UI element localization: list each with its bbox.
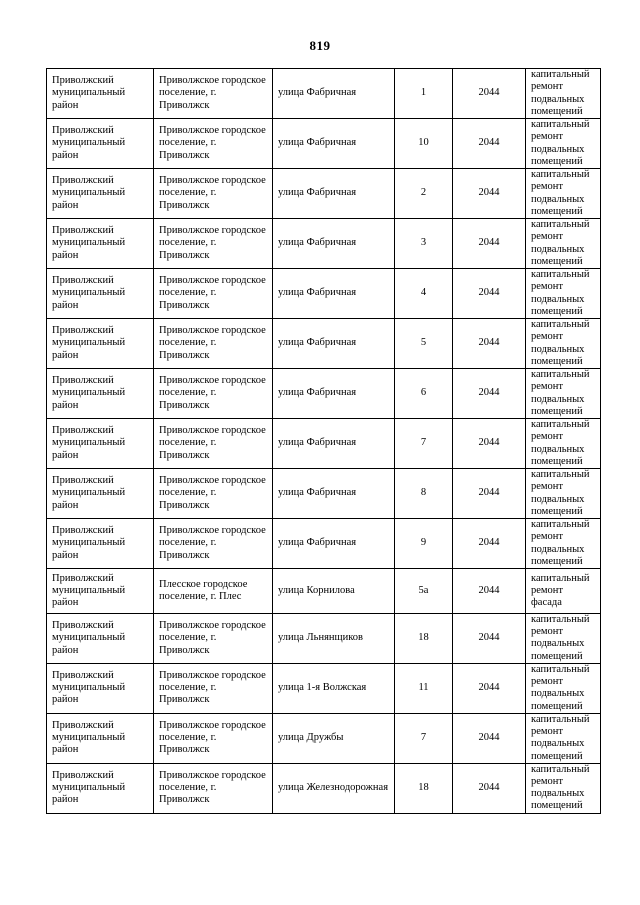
district-cell: Приволжский муниципальный район	[47, 763, 154, 813]
district-cell: Приволжский муниципальный район	[47, 469, 154, 519]
street-cell: улица Дружбы	[273, 713, 395, 763]
planned-year-cell: 2044	[453, 663, 526, 713]
planned-year-cell: 2044	[453, 614, 526, 664]
district-cell: Приволжский муниципальный район	[47, 69, 154, 119]
table-row	[47, 119, 601, 169]
street-cell: улица Льнянщиков	[273, 614, 395, 664]
settlement-cell: Приволжское городское поселение, г. Приволжск	[154, 69, 273, 119]
street-cell: улица Фабричная	[273, 269, 395, 319]
planned-year-cell: 2044	[453, 569, 526, 614]
work-type-cell: капитальный ремонт подвальных помещений	[526, 69, 601, 119]
page-number: 819	[309, 38, 331, 53]
settlement-cell: Приволжское городское поселение, г. Приволжск	[154, 169, 273, 219]
work-type-cell: капитальный ремонт подвальных помещений	[526, 469, 601, 519]
house-number-cell: 11	[395, 663, 453, 713]
table-row	[47, 569, 601, 614]
work-type-cell: капитальный ремонт подвальных помещений	[526, 269, 601, 319]
settlement-cell: Приволжское городское поселение, г. Приволжск	[154, 269, 273, 319]
district-cell: Приволжский муниципальный район	[47, 419, 154, 469]
table-row	[47, 469, 601, 519]
planned-year-cell: 2044	[453, 419, 526, 469]
street-cell: улица Фабричная	[273, 119, 395, 169]
planned-year-cell: 2044	[453, 713, 526, 763]
planned-year-cell: 2044	[453, 219, 526, 269]
settlement-cell: Приволжское городское поселение, г. Приволжск	[154, 663, 273, 713]
house-number-cell: 7	[395, 419, 453, 469]
table-row	[47, 369, 601, 419]
table-row	[47, 419, 601, 469]
settlement-cell: Приволжское городское поселение, г. Приволжск	[154, 369, 273, 419]
house-number-cell: 5а	[395, 569, 453, 614]
settlement-cell: Приволжское городское поселение, г. Приволжск	[154, 519, 273, 569]
settlement-cell: Приволжское городское поселение, г. Приволжск	[154, 219, 273, 269]
district-cell: Приволжский муниципальный район	[47, 269, 154, 319]
street-cell: улица Фабричная	[273, 219, 395, 269]
street-cell: улица Корнилова	[273, 569, 395, 614]
house-number-cell: 10	[395, 119, 453, 169]
work-type-cell: капитальный ремонт подвальных помещений	[526, 219, 601, 269]
settlement-cell: Приволжское городское поселение, г. Приволжск	[154, 713, 273, 763]
district-cell: Приволжский муниципальный район	[47, 663, 154, 713]
work-type-cell: капитальный ремонт подвальных помещений	[526, 369, 601, 419]
work-type-cell: капитальный ремонт подвальных помещений	[526, 763, 601, 813]
settlement-cell: Приволжское городское поселение, г. Приволжск	[154, 763, 273, 813]
house-number-cell: 6	[395, 369, 453, 419]
settlement-cell: Приволжское городское поселение, г. Приволжск	[154, 614, 273, 664]
work-type-cell: капитальный ремонт подвальных помещений	[526, 713, 601, 763]
district-cell: Приволжский муниципальный район	[47, 614, 154, 664]
planned-year-cell: 2044	[453, 319, 526, 369]
table-row	[47, 69, 601, 119]
table-row	[47, 663, 601, 713]
work-type-cell: капитальный ремонт подвальных помещений	[526, 319, 601, 369]
district-cell: Приволжский муниципальный район	[47, 319, 154, 369]
house-number-cell: 18	[395, 614, 453, 664]
planned-year-cell: 2044	[453, 519, 526, 569]
work-type-cell: капитальный ремонт фасада	[526, 569, 601, 614]
street-cell: улица Фабричная	[273, 369, 395, 419]
settlement-cell: Приволжское городское поселение, г. Приволжск	[154, 319, 273, 369]
district-cell: Приволжский муниципальный район	[47, 119, 154, 169]
planned-year-cell: 2044	[453, 119, 526, 169]
house-number-cell: 1	[395, 69, 453, 119]
street-cell: улица Фабричная	[273, 69, 395, 119]
house-number-cell: 5	[395, 319, 453, 369]
house-number-cell: 18	[395, 763, 453, 813]
table-row	[47, 713, 601, 763]
work-type-cell: капитальный ремонт подвальных помещений	[526, 169, 601, 219]
house-number-cell: 2	[395, 169, 453, 219]
district-cell: Приволжский муниципальный район	[47, 219, 154, 269]
settlement-cell: Приволжское городское поселение, г. Приволжск	[154, 119, 273, 169]
street-cell: улица Фабричная	[273, 469, 395, 519]
housing-repair-table	[46, 68, 601, 814]
table-row	[47, 219, 601, 269]
table-row	[47, 763, 601, 813]
table-row	[47, 269, 601, 319]
work-type-cell: капитальный ремонт подвальных помещений	[526, 119, 601, 169]
planned-year-cell: 2044	[453, 469, 526, 519]
table-body	[47, 69, 601, 814]
street-cell: улица Фабричная	[273, 519, 395, 569]
street-cell: улица 1-я Волжская	[273, 663, 395, 713]
house-number-cell: 4	[395, 269, 453, 319]
district-cell: Приволжский муниципальный район	[47, 369, 154, 419]
house-number-cell: 7	[395, 713, 453, 763]
street-cell: улица Фабричная	[273, 419, 395, 469]
work-type-cell: капитальный ремонт подвальных помещений	[526, 614, 601, 664]
table-row	[47, 519, 601, 569]
planned-year-cell: 2044	[453, 269, 526, 319]
planned-year-cell: 2044	[453, 169, 526, 219]
street-cell: улица Фабричная	[273, 319, 395, 369]
settlement-cell: Плесское городское поселение, г. Плес	[154, 569, 273, 614]
district-cell: Приволжский муниципальный район	[47, 569, 154, 614]
district-cell: Приволжский муниципальный район	[47, 169, 154, 219]
table-row	[47, 319, 601, 369]
street-cell: улица Железнодорожная	[273, 763, 395, 813]
planned-year-cell: 2044	[453, 69, 526, 119]
work-type-cell: капитальный ремонт подвальных помещений	[526, 419, 601, 469]
table-row	[47, 614, 601, 664]
district-cell: Приволжский муниципальный район	[47, 713, 154, 763]
planned-year-cell: 2044	[453, 369, 526, 419]
work-type-cell: капитальный ремонт подвальных помещений	[526, 519, 601, 569]
house-number-cell: 3	[395, 219, 453, 269]
house-number-cell: 9	[395, 519, 453, 569]
settlement-cell: Приволжское городское поселение, г. Приволжск	[154, 469, 273, 519]
table-row	[47, 169, 601, 219]
settlement-cell: Приволжское городское поселение, г. Приволжск	[154, 419, 273, 469]
planned-year-cell: 2044	[453, 763, 526, 813]
street-cell: улица Фабричная	[273, 169, 395, 219]
district-cell: Приволжский муниципальный район	[47, 519, 154, 569]
house-number-cell: 8	[395, 469, 453, 519]
work-type-cell: капитальный ремонт подвальных помещений	[526, 663, 601, 713]
